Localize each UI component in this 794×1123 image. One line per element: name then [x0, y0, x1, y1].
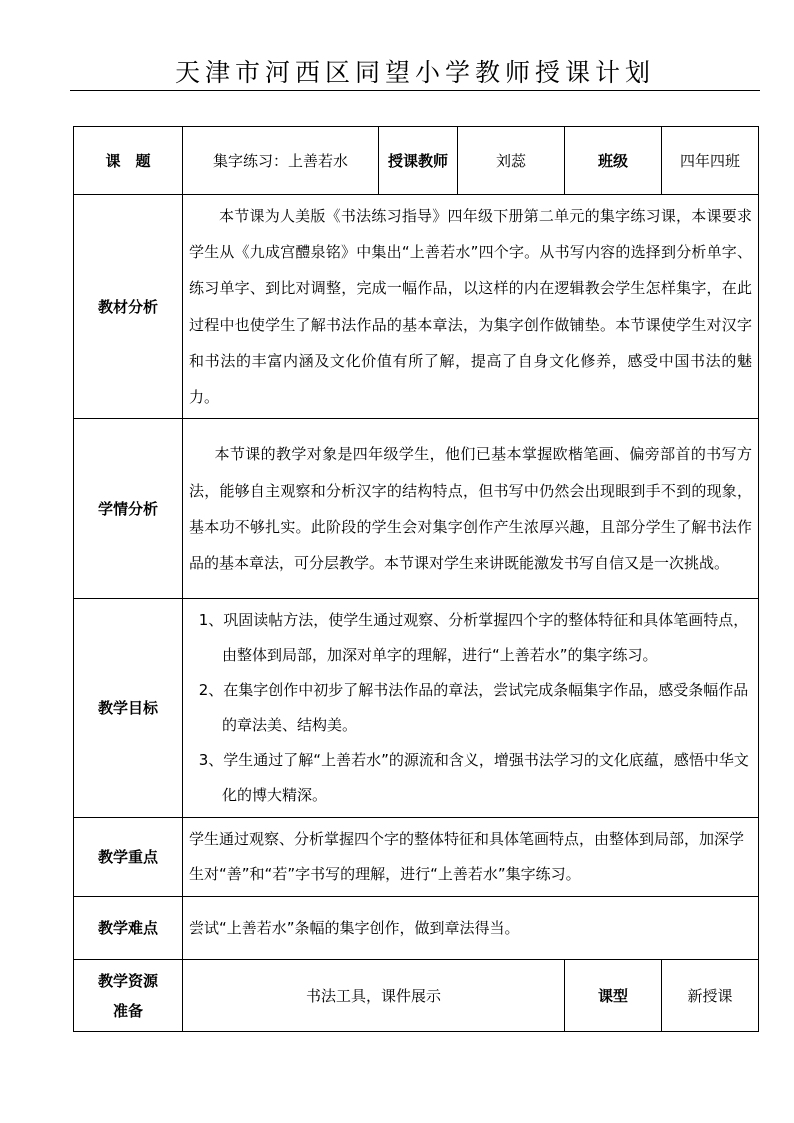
- page-title: 天津市河西区同望小学教师授课计划: [174, 58, 655, 87]
- difficulty-label: 教学难点: [74, 897, 183, 960]
- goal-item: [189, 673, 752, 743]
- goals-label: 教学目标: [74, 599, 183, 818]
- key-label: 教学重点: [74, 818, 183, 897]
- learners-label: 学情分析: [74, 419, 183, 599]
- class-value: 四年四班: [662, 127, 759, 195]
- material-text: 本节课为人美版《书法练习指导》四年级下册第二单元的集字练习课，本课要求学生从《九成宫醴泉铭》中集出“上善若水”四个字。从书写内容的选择到分析单字、练习单字、到比对调整，完成一幅作品，以这样的内在逻辑教会学生怎样集字，在此过程中也使学生了解书法作品的基本章法，为集字创作做铺垫。本节课使学生对汉字和书法的丰富内涵及文化价值有所了解，提高了自身文化修养，感受中国书法的魅力。: [183, 195, 759, 419]
- resources-label: [74, 960, 183, 1032]
- goals-row: [74, 599, 759, 818]
- lesson-type-label: 课型: [565, 960, 662, 1032]
- difficulty-row: [74, 897, 759, 960]
- material-label: 教材分析: [74, 195, 183, 419]
- resources-row: [74, 960, 759, 1032]
- goal-item: [189, 603, 752, 673]
- material-row: [74, 195, 759, 419]
- resources-label-line2: 准备: [112, 1001, 143, 1020]
- topic-label: 课 题: [74, 127, 183, 195]
- teacher-value: 刘蕊: [458, 127, 565, 195]
- learners-row: [74, 419, 759, 599]
- goal-text: 巩固读帖方法，使学生通过观察、分析掌握四个字的整体特征和具体笔画特点，由整体到局部，加深对单字的理解，进行“上善若水”的集字练习。: [222, 611, 749, 665]
- class-label: 班级: [565, 127, 662, 195]
- resources-label-line1: 教学资源: [97, 971, 158, 990]
- goal-number: 1、: [198, 611, 224, 630]
- teacher-label: 授课教师: [379, 127, 458, 195]
- goals-list: [183, 599, 759, 818]
- goal-item: [189, 743, 752, 813]
- title-underline: [70, 90, 760, 91]
- topic-value: 集字练习：上善若水: [183, 127, 379, 195]
- key-row: [74, 818, 759, 897]
- goal-text: 学生通过了解“上善若水”的源流和含义，增强书法学习的文化底蕴，感悟中华文化的博大精深。: [222, 751, 749, 805]
- goal-text: 在集字创作中初步了解书法作品的章法，尝试完成条幅集字作品，感受条幅作品的章法美、结构美。: [222, 681, 749, 735]
- lesson-type-value: 新授课: [662, 960, 759, 1032]
- lesson-plan-table: [73, 126, 759, 1032]
- goal-number: 3、: [198, 751, 224, 770]
- resources-text: 书法工具，课件展示: [183, 960, 565, 1032]
- difficulty-text: 尝试“上善若水”条幅的集字创作，做到章法得当。: [183, 897, 759, 960]
- header-row: [74, 127, 759, 195]
- key-text: 学生通过观察、分析掌握四个字的整体特征和具体笔画特点，由整体到局部，加深学生对“善”和“若”字书写的理解，进行“上善若水”集字练习。: [183, 818, 759, 897]
- learners-text: 本节课的教学对象是四年级学生，他们已基本掌握欧楷笔画、偏旁部首的书写方法，能够自主观察和分析汉字的结构特点，但书写中仍然会出现眼到手不到的现象，基本功不够扎实。此阶段的学生会对集字创作产生浓厚兴趣，且部分学生了解书法作品的基本章法，可分层教学。本节课对学生来讲既能激发书写自信又是一次挑战。: [183, 419, 759, 599]
- goal-number: 2、: [198, 681, 224, 700]
